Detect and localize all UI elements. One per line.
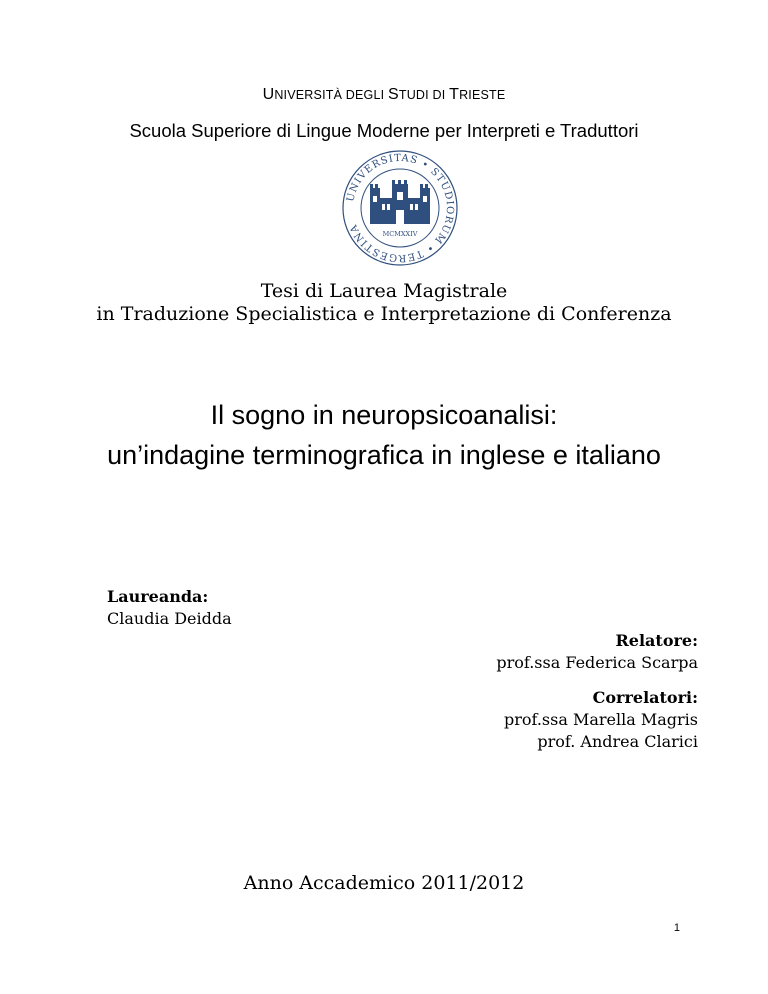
correlatore-name: prof. Andrea Clarici: [537, 732, 698, 751]
correlatore-name: prof.ssa Marella Magris: [503, 710, 698, 729]
thesis-field: in Traduzione Specialistica e Interpretazione di Conferenza: [96, 303, 672, 325]
seal-year-text: MCMXXIV: [382, 230, 418, 238]
university-part-2: TUDI DI: [398, 88, 450, 102]
relatore-label: Relatore:: [615, 631, 698, 650]
laureanda-label: Laureanda:: [107, 587, 209, 606]
thesis-title-line-1: Il sogno in neuropsicoanalisi:: [210, 400, 558, 430]
university-initial-s: S: [387, 86, 399, 103]
relatore-name: prof.ssa Federica Scarpa: [496, 653, 698, 672]
university-name: [0, 86, 768, 104]
thesis-type: Tesi di Laurea Magistrale: [260, 280, 508, 302]
school-name: Scuola Superiore di Lingue Moderne per Interpreti e Traduttori: [129, 120, 639, 141]
seal-ring-text: UNIVERSITAS • STUDIORUM • TERGESTINA: [345, 152, 456, 264]
university-part-3: RIESTE: [459, 88, 506, 102]
page-number: 1: [673, 922, 680, 934]
university-initial-u: U: [262, 86, 275, 103]
thesis-title-line-2: un’indagine terminografica in inglese e italiano: [107, 440, 661, 470]
university-initial-t: T: [449, 86, 460, 103]
university-part-1: NIVERSITÀ DEGLI: [274, 88, 388, 102]
laureanda-name: Claudia Deidda: [107, 609, 232, 628]
correlatori-label: Correlatori:: [592, 688, 698, 707]
university-seal-icon: [340, 148, 460, 268]
academic-year: Anno Accademico 2011/2012: [243, 872, 525, 894]
